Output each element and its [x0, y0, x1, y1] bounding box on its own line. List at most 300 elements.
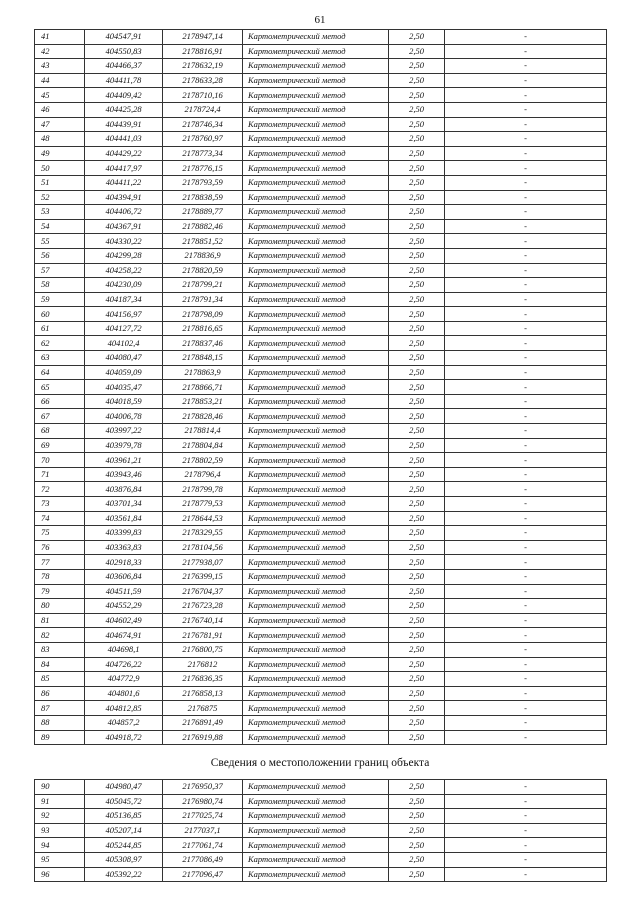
point-number-cell: 49 — [35, 146, 85, 161]
method-cell: Картометрический метод — [243, 838, 389, 853]
table-row — [35, 263, 607, 278]
description-cell: - — [445, 628, 607, 643]
x-coordinate-cell: 404441,03 — [85, 132, 163, 147]
x-coordinate-cell: 404698,1 — [85, 642, 163, 657]
method-cell: Картометрический метод — [243, 117, 389, 132]
accuracy-cell: 2,50 — [389, 584, 445, 599]
description-cell: - — [445, 730, 607, 745]
x-coordinate-cell: 404674,91 — [85, 628, 163, 643]
point-number-cell: 46 — [35, 102, 85, 117]
y-coordinate-cell: 2178746,34 — [163, 117, 243, 132]
description-cell: - — [445, 613, 607, 628]
accuracy-cell: 2,50 — [389, 555, 445, 570]
x-coordinate-cell: 403701,34 — [85, 497, 163, 512]
x-coordinate-cell: 404187,34 — [85, 292, 163, 307]
method-cell: Картометрический метод — [243, 453, 389, 468]
method-cell: Картометрический метод — [243, 511, 389, 526]
y-coordinate-cell: 2178816,91 — [163, 44, 243, 59]
accuracy-cell: 2,50 — [389, 642, 445, 657]
method-cell: Картометрический метод — [243, 351, 389, 366]
x-coordinate-cell: 404035,47 — [85, 380, 163, 395]
method-cell: Картометрический метод — [243, 715, 389, 730]
x-coordinate-cell: 404552,29 — [85, 599, 163, 614]
method-cell: Картометрический метод — [243, 365, 389, 380]
method-cell: Картометрический метод — [243, 701, 389, 716]
x-coordinate-cell: 404812,85 — [85, 701, 163, 716]
method-cell: Картометрический метод — [243, 794, 389, 809]
x-coordinate-cell: 404439,91 — [85, 117, 163, 132]
method-cell: Картометрический метод — [243, 219, 389, 234]
table-row — [35, 686, 607, 701]
table-row — [35, 838, 607, 853]
table-row — [35, 117, 607, 132]
method-cell: Картометрический метод — [243, 584, 389, 599]
table-row — [35, 672, 607, 687]
accuracy-cell: 2,50 — [389, 30, 445, 45]
table-row — [35, 394, 607, 409]
point-number-cell: 80 — [35, 599, 85, 614]
y-coordinate-cell: 2178828,46 — [163, 409, 243, 424]
accuracy-cell: 2,50 — [389, 701, 445, 716]
point-number-cell: 56 — [35, 248, 85, 263]
method-cell: Картометрический метод — [243, 205, 389, 220]
accuracy-cell: 2,50 — [389, 599, 445, 614]
method-cell: Картометрический метод — [243, 540, 389, 555]
table-row — [35, 511, 607, 526]
description-cell: - — [445, 823, 607, 838]
description-cell: - — [445, 278, 607, 293]
accuracy-cell: 2,50 — [389, 380, 445, 395]
table-row — [35, 307, 607, 322]
accuracy-cell: 2,50 — [389, 569, 445, 584]
y-coordinate-cell: 2178104,56 — [163, 540, 243, 555]
accuracy-cell: 2,50 — [389, 497, 445, 512]
accuracy-cell: 2,50 — [389, 146, 445, 161]
x-coordinate-cell: 404059,09 — [85, 365, 163, 380]
description-cell: - — [445, 701, 607, 716]
x-coordinate-cell: 404801,6 — [85, 686, 163, 701]
y-coordinate-cell: 2176836,35 — [163, 672, 243, 687]
y-coordinate-cell: 2176800,75 — [163, 642, 243, 657]
accuracy-cell: 2,50 — [389, 307, 445, 322]
point-number-cell: 83 — [35, 642, 85, 657]
method-cell: Картометрический метод — [243, 292, 389, 307]
point-number-cell: 47 — [35, 117, 85, 132]
x-coordinate-cell: 404772,9 — [85, 672, 163, 687]
table-row — [35, 365, 607, 380]
description-cell: - — [445, 59, 607, 74]
description-cell: - — [445, 467, 607, 482]
x-coordinate-cell: 404980,47 — [85, 780, 163, 795]
y-coordinate-cell: 2177938,07 — [163, 555, 243, 570]
point-number-cell: 95 — [35, 852, 85, 867]
x-coordinate-cell: 404006,78 — [85, 409, 163, 424]
point-number-cell: 65 — [35, 380, 85, 395]
accuracy-cell: 2,50 — [389, 453, 445, 468]
y-coordinate-cell: 2178838,59 — [163, 190, 243, 205]
y-coordinate-cell: 2178816,65 — [163, 321, 243, 336]
point-number-cell: 59 — [35, 292, 85, 307]
y-coordinate-cell: 2178820,59 — [163, 263, 243, 278]
y-coordinate-cell: 2178814,4 — [163, 424, 243, 439]
method-cell: Картометрический метод — [243, 44, 389, 59]
table-row — [35, 321, 607, 336]
method-cell: Картометрический метод — [243, 526, 389, 541]
x-coordinate-cell: 403961,21 — [85, 453, 163, 468]
x-coordinate-cell: 403876,84 — [85, 482, 163, 497]
x-coordinate-cell: 404417,97 — [85, 161, 163, 176]
description-cell: - — [445, 88, 607, 103]
accuracy-cell: 2,50 — [389, 540, 445, 555]
method-cell: Картометрический метод — [243, 102, 389, 117]
x-coordinate-cell: 404857,2 — [85, 715, 163, 730]
table-row — [35, 540, 607, 555]
point-number-cell: 52 — [35, 190, 85, 205]
x-coordinate-cell: 404425,28 — [85, 102, 163, 117]
description-cell: - — [445, 642, 607, 657]
x-coordinate-cell: 404547,91 — [85, 30, 163, 45]
description-cell: - — [445, 175, 607, 190]
description-cell: - — [445, 686, 607, 701]
y-coordinate-cell: 2176781,91 — [163, 628, 243, 643]
y-coordinate-cell: 2178866,71 — [163, 380, 243, 395]
point-number-cell: 71 — [35, 467, 85, 482]
accuracy-cell: 2,50 — [389, 248, 445, 263]
description-cell: - — [445, 336, 607, 351]
table-row — [35, 613, 607, 628]
point-number-cell: 51 — [35, 175, 85, 190]
y-coordinate-cell: 2176858,13 — [163, 686, 243, 701]
method-cell: Картометрический метод — [243, 394, 389, 409]
accuracy-cell: 2,50 — [389, 730, 445, 745]
point-number-cell: 94 — [35, 838, 85, 853]
table-row — [35, 526, 607, 541]
y-coordinate-cell: 2178793,59 — [163, 175, 243, 190]
method-cell: Картометрический метод — [243, 467, 389, 482]
table-row — [35, 219, 607, 234]
description-cell: - — [445, 321, 607, 336]
method-cell: Картометрический метод — [243, 482, 389, 497]
accuracy-cell: 2,50 — [389, 438, 445, 453]
method-cell: Картометрический метод — [243, 642, 389, 657]
y-coordinate-cell: 2178798,09 — [163, 307, 243, 322]
accuracy-cell: 2,50 — [389, 686, 445, 701]
description-cell: - — [445, 511, 607, 526]
point-number-cell: 60 — [35, 307, 85, 322]
method-cell: Картометрический метод — [243, 88, 389, 103]
method-cell: Картометрический метод — [243, 438, 389, 453]
table-row — [35, 497, 607, 512]
accuracy-cell: 2,50 — [389, 467, 445, 482]
point-number-cell: 50 — [35, 161, 85, 176]
x-coordinate-cell: 404394,91 — [85, 190, 163, 205]
table-row — [35, 467, 607, 482]
table-row — [35, 44, 607, 59]
method-cell: Картометрический метод — [243, 132, 389, 147]
description-cell: - — [445, 672, 607, 687]
table-row — [35, 730, 607, 745]
y-coordinate-cell: 2178791,34 — [163, 292, 243, 307]
table-row — [35, 424, 607, 439]
description-cell: - — [445, 146, 607, 161]
y-coordinate-cell: 2178836,9 — [163, 248, 243, 263]
point-number-cell: 72 — [35, 482, 85, 497]
boundary-points-table — [34, 29, 607, 745]
y-coordinate-cell: 2176704,37 — [163, 584, 243, 599]
x-coordinate-cell: 404411,22 — [85, 175, 163, 190]
table-row — [35, 380, 607, 395]
table-row — [35, 555, 607, 570]
point-number-cell: 73 — [35, 497, 85, 512]
y-coordinate-cell: 2178760,97 — [163, 132, 243, 147]
method-cell: Картометрический метод — [243, 809, 389, 824]
point-number-cell: 66 — [35, 394, 85, 409]
y-coordinate-cell: 2178796,4 — [163, 467, 243, 482]
accuracy-cell: 2,50 — [389, 628, 445, 643]
table-row — [35, 794, 607, 809]
description-cell: - — [445, 234, 607, 249]
x-coordinate-cell: 403997,22 — [85, 424, 163, 439]
point-number-cell: 79 — [35, 584, 85, 599]
x-coordinate-cell: 404330,22 — [85, 234, 163, 249]
description-cell: - — [445, 569, 607, 584]
point-number-cell: 68 — [35, 424, 85, 439]
y-coordinate-cell: 2178773,34 — [163, 146, 243, 161]
method-cell: Картометрический метод — [243, 852, 389, 867]
x-coordinate-cell: 404602,49 — [85, 613, 163, 628]
point-number-cell: 89 — [35, 730, 85, 745]
x-coordinate-cell: 405045,72 — [85, 794, 163, 809]
table-row — [35, 73, 607, 88]
y-coordinate-cell: 2178804,84 — [163, 438, 243, 453]
accuracy-cell: 2,50 — [389, 823, 445, 838]
method-cell: Картометрический метод — [243, 599, 389, 614]
y-coordinate-cell: 2178633,28 — [163, 73, 243, 88]
x-coordinate-cell: 403399,83 — [85, 526, 163, 541]
description-cell: - — [445, 248, 607, 263]
description-cell: - — [445, 190, 607, 205]
method-cell: Картометрический метод — [243, 686, 389, 701]
description-cell: - — [445, 867, 607, 882]
y-coordinate-cell: 2177086,49 — [163, 852, 243, 867]
x-coordinate-cell: 404230,09 — [85, 278, 163, 293]
table-row — [35, 628, 607, 643]
table-row — [35, 278, 607, 293]
accuracy-cell: 2,50 — [389, 657, 445, 672]
method-cell: Картометрический метод — [243, 628, 389, 643]
y-coordinate-cell: 2178724,4 — [163, 102, 243, 117]
accuracy-cell: 2,50 — [389, 263, 445, 278]
y-coordinate-cell: 2178776,15 — [163, 161, 243, 176]
y-coordinate-cell: 2176812 — [163, 657, 243, 672]
table-row — [35, 809, 607, 824]
table-row — [35, 780, 607, 795]
accuracy-cell: 2,50 — [389, 59, 445, 74]
description-cell: - — [445, 809, 607, 824]
description-cell: - — [445, 540, 607, 555]
method-cell: Картометрический метод — [243, 613, 389, 628]
y-coordinate-cell: 2178882,46 — [163, 219, 243, 234]
x-coordinate-cell: 404299,28 — [85, 248, 163, 263]
point-number-cell: 67 — [35, 409, 85, 424]
x-coordinate-cell: 405207,14 — [85, 823, 163, 838]
point-number-cell: 74 — [35, 511, 85, 526]
description-cell: - — [445, 438, 607, 453]
x-coordinate-cell: 404127,72 — [85, 321, 163, 336]
description-cell: - — [445, 409, 607, 424]
method-cell: Картометрический метод — [243, 248, 389, 263]
y-coordinate-cell: 2178802,59 — [163, 453, 243, 468]
table-row — [35, 146, 607, 161]
accuracy-cell: 2,50 — [389, 424, 445, 439]
accuracy-cell: 2,50 — [389, 321, 445, 336]
x-coordinate-cell: 405136,85 — [85, 809, 163, 824]
accuracy-cell: 2,50 — [389, 351, 445, 366]
point-number-cell: 76 — [35, 540, 85, 555]
accuracy-cell: 2,50 — [389, 672, 445, 687]
y-coordinate-cell: 2178799,21 — [163, 278, 243, 293]
x-coordinate-cell: 404726,22 — [85, 657, 163, 672]
accuracy-cell: 2,50 — [389, 219, 445, 234]
y-coordinate-cell: 2178779,53 — [163, 497, 243, 512]
accuracy-cell: 2,50 — [389, 852, 445, 867]
table-row — [35, 701, 607, 716]
method-cell: Картометрический метод — [243, 73, 389, 88]
method-cell: Картометрический метод — [243, 380, 389, 395]
y-coordinate-cell: 2178710,16 — [163, 88, 243, 103]
x-coordinate-cell: 404411,78 — [85, 73, 163, 88]
x-coordinate-cell: 405392,22 — [85, 867, 163, 882]
y-coordinate-cell: 2178853,21 — [163, 394, 243, 409]
table-row — [35, 438, 607, 453]
table-row — [35, 852, 607, 867]
description-cell: - — [445, 307, 607, 322]
point-number-cell: 75 — [35, 526, 85, 541]
description-cell: - — [445, 380, 607, 395]
x-coordinate-cell: 405244,85 — [85, 838, 163, 853]
accuracy-cell: 2,50 — [389, 102, 445, 117]
accuracy-cell: 2,50 — [389, 809, 445, 824]
table-row — [35, 569, 607, 584]
x-coordinate-cell: 404102,4 — [85, 336, 163, 351]
accuracy-cell: 2,50 — [389, 278, 445, 293]
y-coordinate-cell: 2177096,47 — [163, 867, 243, 882]
description-cell: - — [445, 657, 607, 672]
point-number-cell: 90 — [35, 780, 85, 795]
method-cell: Картометрический метод — [243, 336, 389, 351]
description-cell: - — [445, 599, 607, 614]
accuracy-cell: 2,50 — [389, 409, 445, 424]
point-number-cell: 48 — [35, 132, 85, 147]
table-row — [35, 292, 607, 307]
y-coordinate-cell: 2176891,49 — [163, 715, 243, 730]
description-cell: - — [445, 852, 607, 867]
accuracy-cell: 2,50 — [389, 336, 445, 351]
x-coordinate-cell: 404409,42 — [85, 88, 163, 103]
table-row — [35, 823, 607, 838]
table-row — [35, 161, 607, 176]
point-number-cell: 82 — [35, 628, 85, 643]
point-number-cell: 69 — [35, 438, 85, 453]
x-coordinate-cell: 402918,33 — [85, 555, 163, 570]
description-cell: - — [445, 117, 607, 132]
boundary-points-table-continued — [34, 779, 607, 882]
table-row — [35, 336, 607, 351]
method-cell: Картометрический метод — [243, 161, 389, 176]
point-number-cell: 58 — [35, 278, 85, 293]
x-coordinate-cell: 403363,83 — [85, 540, 163, 555]
accuracy-cell: 2,50 — [389, 511, 445, 526]
x-coordinate-cell: 404258,22 — [85, 263, 163, 278]
description-cell: - — [445, 161, 607, 176]
description-cell: - — [445, 526, 607, 541]
table-row — [35, 482, 607, 497]
y-coordinate-cell: 2177037,1 — [163, 823, 243, 838]
point-number-cell: 70 — [35, 453, 85, 468]
method-cell: Картометрический метод — [243, 672, 389, 687]
table-row — [35, 584, 607, 599]
point-number-cell: 93 — [35, 823, 85, 838]
x-coordinate-cell: 405308,97 — [85, 852, 163, 867]
point-number-cell: 91 — [35, 794, 85, 809]
description-cell: - — [445, 132, 607, 147]
description-cell: - — [445, 263, 607, 278]
y-coordinate-cell: 2178329,55 — [163, 526, 243, 541]
method-cell: Картометрический метод — [243, 497, 389, 512]
y-coordinate-cell: 2177061,74 — [163, 838, 243, 853]
y-coordinate-cell: 2178799,78 — [163, 482, 243, 497]
x-coordinate-cell: 404511,59 — [85, 584, 163, 599]
y-coordinate-cell: 2176875 — [163, 701, 243, 716]
y-coordinate-cell: 2178837,46 — [163, 336, 243, 351]
y-coordinate-cell: 2178632,19 — [163, 59, 243, 74]
y-coordinate-cell: 2176399,15 — [163, 569, 243, 584]
description-cell: - — [445, 30, 607, 45]
point-number-cell: 96 — [35, 867, 85, 882]
method-cell: Картометрический метод — [243, 278, 389, 293]
point-number-cell: 43 — [35, 59, 85, 74]
method-cell: Картометрический метод — [243, 409, 389, 424]
point-number-cell: 78 — [35, 569, 85, 584]
table-row — [35, 453, 607, 468]
point-number-cell: 84 — [35, 657, 85, 672]
method-cell: Картометрический метод — [243, 307, 389, 322]
method-cell: Картометрический метод — [243, 823, 389, 838]
description-cell: - — [445, 715, 607, 730]
table-row — [35, 409, 607, 424]
x-coordinate-cell: 404080,47 — [85, 351, 163, 366]
accuracy-cell: 2,50 — [389, 190, 445, 205]
y-coordinate-cell: 2176740,14 — [163, 613, 243, 628]
accuracy-cell: 2,50 — [389, 117, 445, 132]
y-coordinate-cell: 2176950,37 — [163, 780, 243, 795]
description-cell: - — [445, 351, 607, 366]
y-coordinate-cell: 2178947,14 — [163, 30, 243, 45]
method-cell: Картометрический метод — [243, 146, 389, 161]
table-row — [35, 715, 607, 730]
point-number-cell: 92 — [35, 809, 85, 824]
accuracy-cell: 2,50 — [389, 205, 445, 220]
description-cell: - — [445, 497, 607, 512]
accuracy-cell: 2,50 — [389, 234, 445, 249]
method-cell: Картометрический метод — [243, 234, 389, 249]
accuracy-cell: 2,50 — [389, 715, 445, 730]
y-coordinate-cell: 2178848,15 — [163, 351, 243, 366]
table-row — [35, 175, 607, 190]
table-row — [35, 599, 607, 614]
accuracy-cell: 2,50 — [389, 161, 445, 176]
x-coordinate-cell: 404406,72 — [85, 205, 163, 220]
